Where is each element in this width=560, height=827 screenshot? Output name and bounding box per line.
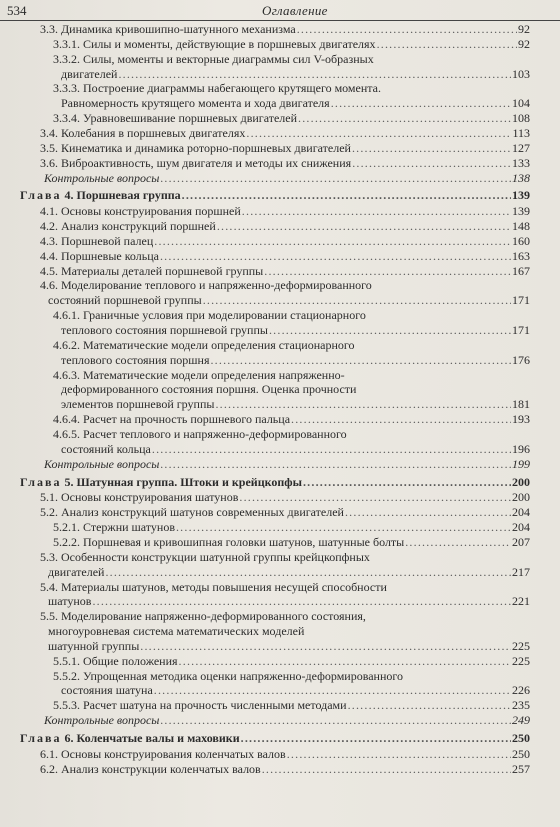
toc-page-number: 200 <box>512 474 530 489</box>
toc-page-number: 235 <box>512 698 530 713</box>
toc-entry <box>0 52 560 82</box>
dot-leader <box>241 731 511 746</box>
toc-entry <box>0 37 560 52</box>
page-header <box>0 0 560 20</box>
page-number: 534 <box>7 3 27 18</box>
toc-entry-title: Равномерность крутящего момента и хода двигателя <box>61 96 330 111</box>
dot-leader <box>287 747 511 762</box>
toc-entry <box>0 171 560 186</box>
dot-leader <box>179 654 511 669</box>
toc-entry-title: двигателей <box>61 66 118 81</box>
toc-entry-title: состояний поршневой группы <box>48 293 202 308</box>
toc-entry <box>0 278 560 308</box>
toc-entry-title: Контрольные вопросы <box>44 713 160 728</box>
toc-entry <box>0 264 560 279</box>
toc-entry-title: 5.2.2. Поршневая и кривошипная головки шатунов, шатунные болты <box>53 534 405 549</box>
toc-page-number: 204 <box>512 505 530 520</box>
dot-leader <box>352 141 511 156</box>
toc-entry <box>0 535 560 550</box>
dot-leader <box>215 397 511 412</box>
toc-entry <box>0 141 560 156</box>
toc-entry <box>0 219 560 234</box>
toc-entry-title: Контрольные вопросы <box>44 170 160 185</box>
toc-entry <box>0 669 560 699</box>
toc-entry-title: 4.6.1. Граничные условия при моделировании стационарного <box>53 308 366 323</box>
toc-entry <box>0 204 560 219</box>
toc-page-number: 181 <box>512 397 530 412</box>
toc-entry-title: 3.3.1. Силы и моменты, действующие в поршневых двигателях <box>53 36 376 51</box>
toc-entry-title: 5.2.1. Стержни шатунов <box>53 520 175 535</box>
toc-entry-title: 5.5.2. Упрощенная методика оценки напряженно-деформированного <box>53 668 404 683</box>
toc-entry-title: 3.6. Виброактивность, шум двигателя и методы их снижения <box>40 155 352 170</box>
toc-entry-title: 4.6.4. Расчет на прочность поршневого пальца <box>53 412 291 427</box>
toc-entry-title: Контрольные вопросы <box>44 456 160 471</box>
toc-entry <box>0 520 560 535</box>
toc-entry-title: 4.6.3. Математические модели определения напряженно- <box>53 367 345 382</box>
toc-entry <box>0 747 560 762</box>
dot-leader <box>345 505 511 520</box>
toc-page-number: 163 <box>512 248 530 263</box>
dot-leader <box>352 156 511 171</box>
toc-entry-title: 3.3. Динамика кривошипно-шатунного механизма <box>40 22 296 36</box>
toc-page-number: 108 <box>512 111 530 126</box>
toc-entry <box>0 368 560 413</box>
dot-leader <box>203 293 511 308</box>
toc-entry-title: 5.3. Особенности конструкции шатунной группы крейцкопфных <box>40 549 370 564</box>
toc-entry-title: 4.1. Основы конструирования поршней <box>40 204 241 219</box>
dot-leader <box>105 565 511 580</box>
toc-page-number: 207 <box>512 534 530 549</box>
toc-page-number: 148 <box>512 219 530 233</box>
dot-leader <box>291 412 511 427</box>
toc-entry-title: 6.1. Основы конструирования коленчатых валов <box>40 746 286 761</box>
toc-entry <box>0 580 560 610</box>
toc-entry <box>0 22 560 37</box>
toc-entry-title: Глава 5. Шатунная группа. Штоки и крейцкопфы <box>20 474 302 489</box>
toc-entry <box>0 427 560 457</box>
toc-entry-title: 3.3.4. Уравновешивание поршневых двигателей <box>53 111 298 126</box>
toc-page-number: 113 <box>512 125 530 140</box>
dot-leader <box>92 594 511 609</box>
toc-page-number: 92 <box>518 22 530 36</box>
toc-entry <box>0 609 560 654</box>
toc-page-number: 138 <box>512 170 530 185</box>
toc-page-number: 127 <box>512 140 530 155</box>
dot-leader <box>160 171 511 186</box>
toc-page-number: 225 <box>512 653 530 668</box>
dot-leader <box>140 639 511 654</box>
toc-page-number: 226 <box>512 683 530 698</box>
toc-entry <box>0 156 560 171</box>
dot-leader <box>160 713 511 728</box>
toc-entry-title: шатунной группы <box>48 638 140 653</box>
toc-page-number: 199 <box>512 456 530 471</box>
toc-entry <box>0 713 560 728</box>
dot-leader <box>246 126 511 141</box>
toc-entry-title: 5.2. Анализ конструкций шатунов современных двигателей <box>40 505 344 520</box>
dot-leader <box>152 442 511 457</box>
dot-leader <box>348 698 511 713</box>
dot-leader <box>118 67 511 82</box>
toc-page-number: 193 <box>512 412 530 427</box>
toc-entry-title: 4.6. Моделирование теплового и напряженно-деформированного <box>40 278 372 293</box>
dot-leader <box>269 323 511 338</box>
toc-chapter-entry <box>0 188 560 203</box>
toc-entry-title: 5.1. Основы конструирования шатунов <box>40 490 239 505</box>
toc-page-number: 196 <box>512 441 530 456</box>
toc-entry-title: 3.4. Колебания в поршневых двигателях <box>40 125 246 140</box>
toc-page-number: 139 <box>512 204 530 219</box>
dot-leader <box>182 188 511 203</box>
toc-entry-title: 3.3.2. Силы, моменты и векторные диаграммы сил V-образных <box>53 51 374 66</box>
toc-entry <box>0 81 560 111</box>
toc-entry-title: шатунов <box>48 594 92 609</box>
toc-page-number: 171 <box>512 293 530 308</box>
toc-entry <box>0 249 560 264</box>
toc-entry <box>0 412 560 427</box>
dot-leader <box>239 490 511 505</box>
toc-entry <box>0 234 560 249</box>
dot-leader <box>160 249 511 264</box>
toc-page-number: 176 <box>512 352 530 367</box>
toc-entry <box>0 308 560 338</box>
toc-page-number: 221 <box>512 594 530 609</box>
toc-page-number: 225 <box>512 638 530 653</box>
toc-entry-title: теплового состояния поршневой группы <box>61 322 268 337</box>
toc-entry-title: 6.2. Анализ конструкции коленчатых валов <box>40 761 261 776</box>
toc-entry-title: 5.4. Материалы шатунов, методы повышения несущей способности <box>40 579 387 594</box>
toc-page-number: 171 <box>512 322 530 337</box>
toc-page-number: 250 <box>512 746 530 761</box>
toc-page-number: 200 <box>512 490 530 505</box>
dot-leader <box>160 457 511 472</box>
toc-entry <box>0 654 560 669</box>
toc-entry-title: состояний кольца <box>61 441 151 456</box>
toc-entry <box>0 490 560 505</box>
toc-entry <box>0 762 560 777</box>
toc-page-number: 160 <box>512 233 530 248</box>
toc-entry <box>0 126 560 141</box>
chapter-word: Глава <box>20 474 62 489</box>
dot-leader <box>210 353 511 368</box>
dot-leader <box>377 37 517 52</box>
toc-entry-title: многоуровневая система математических моделей <box>48 624 305 639</box>
toc-page-number: 133 <box>512 155 530 170</box>
toc-page-number: 204 <box>512 520 530 535</box>
toc-entry <box>0 457 560 472</box>
dot-leader <box>331 96 511 111</box>
toc-entry-title: деформированного состояния поршня. Оценка прочности <box>61 382 357 397</box>
chapter-word: Глава <box>20 188 62 203</box>
toc-page-number: 104 <box>512 96 530 111</box>
toc-entry-title: 5.5.3. Расчет шатуна на прочность численными методами <box>53 698 347 713</box>
toc-page-number: 139 <box>512 188 530 203</box>
toc-chapter-entry <box>0 475 560 490</box>
dot-leader <box>264 264 511 279</box>
chapter-word: Глава <box>20 731 62 745</box>
toc-entry-title: 4.6.2. Математические модели определения стационарного <box>53 337 355 352</box>
dot-leader <box>298 111 511 126</box>
toc-entry-title: элементов поршневой группы <box>61 397 215 412</box>
toc-page-number: 92 <box>518 36 530 51</box>
dot-leader <box>154 683 511 698</box>
toc-entry-title: 4.3. Поршневой палец <box>40 233 154 248</box>
toc-entry <box>0 550 560 580</box>
toc-entry-title: 4.6.5. Расчет теплового и напряженно-деформированного <box>53 426 347 441</box>
toc-entry-title: 5.5.1. Общие положения <box>53 653 178 668</box>
dot-leader <box>297 22 517 37</box>
dot-leader <box>154 234 511 249</box>
toc-entry-title: теплового состояния поршня <box>61 352 210 367</box>
header-rule <box>0 20 560 21</box>
toc-entry <box>0 698 560 713</box>
toc-entry-title: 4.4. Поршневые кольца <box>40 248 159 263</box>
toc-chapter-entry <box>0 731 560 746</box>
toc-page-number: 217 <box>512 564 530 579</box>
toc-entry-title: 3.3.3. Построение диаграммы набегающего крутящего момента. <box>53 81 381 96</box>
toc-entry-title: Глава 4. Поршневая группа <box>20 188 181 203</box>
dot-leader <box>176 520 511 535</box>
dot-leader <box>242 204 511 219</box>
toc-page-number: 250 <box>512 731 530 745</box>
toc-entry-title: 4.2. Анализ конструкций поршней <box>40 219 216 233</box>
toc-entry <box>0 338 560 368</box>
toc-entry-title: 3.5. Кинематика и динамика роторно-поршневых двигателей <box>40 140 351 155</box>
toc-entry-title: двигателей <box>48 564 105 579</box>
running-title: Оглавление <box>262 3 328 18</box>
dot-leader <box>262 762 511 777</box>
toc-page-number: 167 <box>512 263 530 278</box>
dot-leader <box>217 219 511 234</box>
dot-leader <box>303 475 511 490</box>
toc-page-number: 257 <box>512 761 530 776</box>
toc-entry <box>0 505 560 520</box>
toc-entry-title: Глава 6. Коленчатые валы и маховики <box>20 731 240 745</box>
dot-leader <box>405 535 511 550</box>
toc-entry-title: 5.5. Моделирование напряженно-деформированного состояния, <box>40 609 366 624</box>
toc-entry-title: 4.5. Материалы деталей поршневой группы <box>40 263 264 278</box>
toc-page-number: 249 <box>512 713 530 728</box>
toc-page-number: 103 <box>512 66 530 81</box>
toc-entry <box>0 111 560 126</box>
toc-entry-title: состояния шатуна <box>61 683 153 698</box>
